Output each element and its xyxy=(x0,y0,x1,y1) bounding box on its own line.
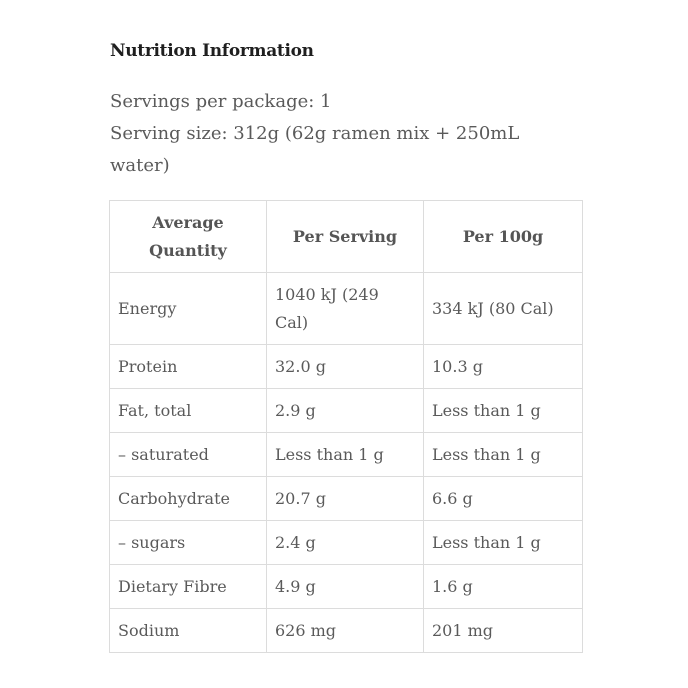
per-serving-value: 32.0 g xyxy=(267,345,424,389)
per-serving-value: 20.7 g xyxy=(267,477,424,521)
table-header-row xyxy=(110,201,583,273)
table-row xyxy=(110,477,583,521)
nutrient-name: – saturated xyxy=(110,433,267,477)
nutrient-name: Sodium xyxy=(110,609,267,653)
table-row xyxy=(110,389,583,433)
per-serving-value: 2.9 g xyxy=(267,389,424,433)
servings-per-package: Servings per package: 1 xyxy=(110,91,332,112)
per-100g-value: 6.6 g xyxy=(424,477,583,521)
table-row xyxy=(110,433,583,477)
nutrient-name: Carbohydrate xyxy=(110,477,267,521)
per-100g-value: Less than 1 g xyxy=(424,433,583,477)
header-per-100g: Per 100g xyxy=(424,201,583,273)
per-100g-value: Less than 1 g xyxy=(424,389,583,433)
per-serving-value: Less than 1 g xyxy=(267,433,424,477)
table-row xyxy=(110,345,583,389)
per-100g-value: 334 kJ (80 Cal) xyxy=(424,273,583,345)
nutrient-name: Fat, total xyxy=(110,389,267,433)
per-serving-value: 2.4 g xyxy=(267,521,424,565)
nutrient-name: – sugars xyxy=(110,521,267,565)
table-row xyxy=(110,521,583,565)
nutrient-name: Dietary Fibre xyxy=(110,565,267,609)
per-serving-value: 1040 kJ (249 Cal) xyxy=(267,273,424,345)
header-per-serving: Per Serving xyxy=(267,201,424,273)
per-100g-value: 201 mg xyxy=(424,609,583,653)
nutrition-table xyxy=(109,200,583,653)
serving-size: Serving size: 312g (62g ramen mix + 250mL water) xyxy=(110,123,520,176)
table-row xyxy=(110,609,583,653)
per-serving-value: 626 mg xyxy=(267,609,424,653)
per-serving-value: 4.9 g xyxy=(267,565,424,609)
per-100g-value: 1.6 g xyxy=(424,565,583,609)
nutrient-name: Protein xyxy=(110,345,267,389)
table-row xyxy=(110,565,583,609)
page-title: Nutrition Information xyxy=(110,41,314,61)
header-average-quantity: Average Quantity xyxy=(110,201,267,273)
nutrient-name: Energy xyxy=(110,273,267,345)
per-100g-value: 10.3 g xyxy=(424,345,583,389)
per-100g-value: Less than 1 g xyxy=(424,521,583,565)
serving-info xyxy=(110,86,580,182)
table-row xyxy=(110,273,583,345)
